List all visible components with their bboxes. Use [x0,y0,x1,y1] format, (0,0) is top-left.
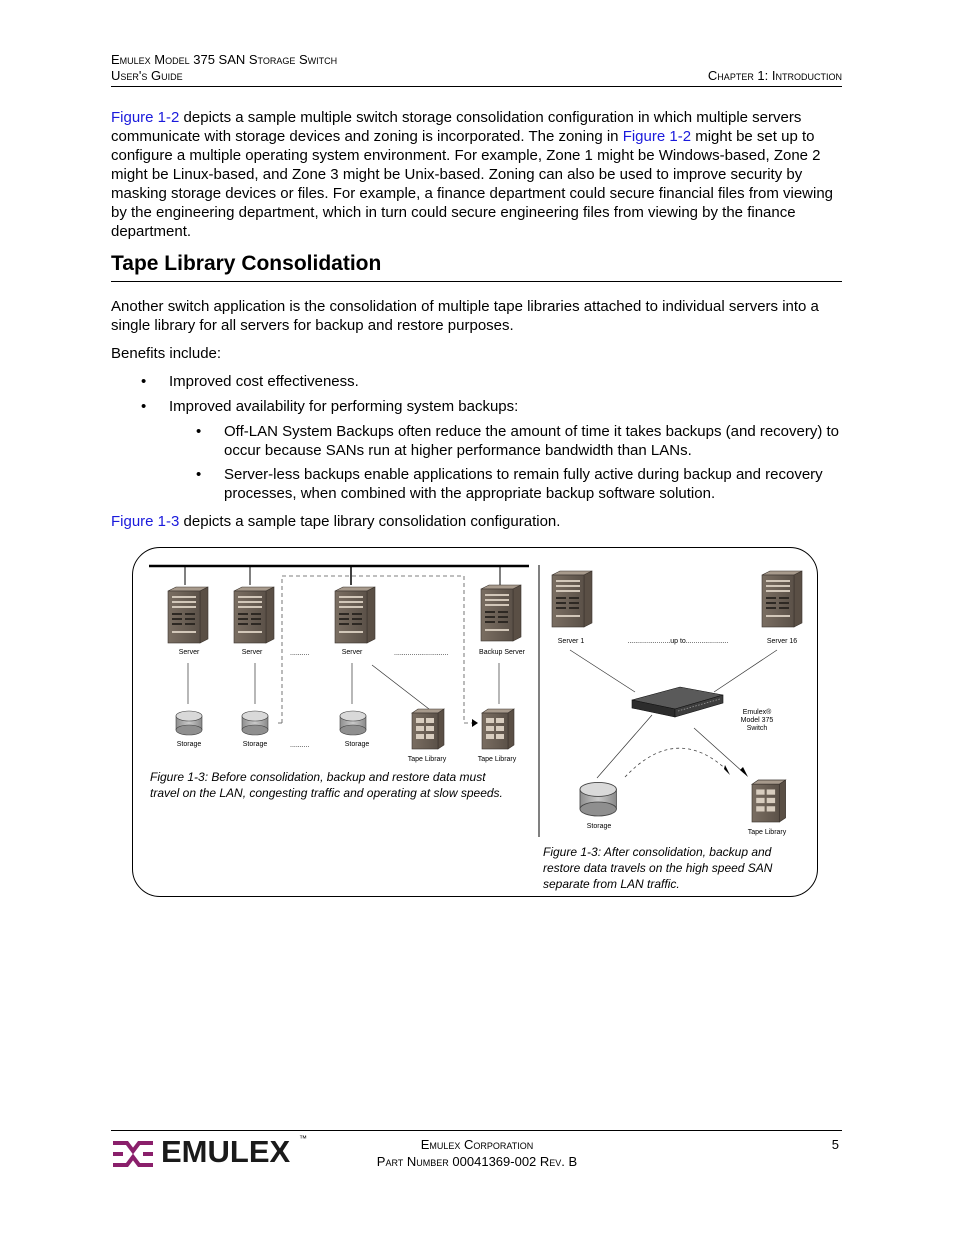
section-paragraph: Another switch application is the consolidation of multiple tape libraries attached to individual servers into a single library for all servers for backup and restore purposes. [111,298,819,334]
server-icon [552,571,592,627]
tape-library-label: Tape Library [477,756,517,763]
header-rule [111,86,842,87]
server1-label: Server 1 [557,638,585,645]
bullet-dot: • [141,398,147,415]
switch-label-3: Switch [746,725,768,732]
benefits-intro: Benefits include: [111,345,222,362]
bullet-dot: • [196,466,202,483]
footer-part-number: Part Number 00041369-002 Rev. B [376,1154,578,1169]
ellipsis-label: .......... [290,742,310,749]
tape-library-icon [412,709,444,749]
backup-server-icon [481,585,521,641]
server-label: Server [178,649,200,656]
storage-label: Storage [242,741,268,748]
logo-trademark: ™ [299,1134,307,1143]
section-title: Tape Library Consolidation [111,252,382,275]
caption-after: Figure 1-3: After consolidation, backup and restore data travels on the high speed SAN separate from LAN traffic. [543,845,773,891]
intro-paragraph: Figure 1-2 depicts a sample multiple switch storage consolidation configuration in which multiple servers communicate with storage devices and zoning is incorporated. The zoning in Figure 1-2 might be set up to configure a multiple operating system environment. For example, Zone 1 might be Windows-based, Zone 2 might be Linux-based, and Zone 3 might be Unix-based. Zoning can also be used to improve security by masking storage devices or files. For example, a finance department could secure financial files from viewing by the engineering department, which in turn could secure engineering files from viewing by the finance department. [111,109,834,240]
storage-disk-icon [242,711,268,735]
storage-disk-icon [176,711,202,735]
sub-bullet-item: • Off-LAN System Backups often reduce the amount of time it takes backups (and recovery) to occur because SANs run at higher performance bandwidth than LANs. [196,423,840,459]
server-icon [762,571,802,627]
switch-icon [632,687,723,717]
figure-1-2-link-2[interactable]: Figure 1-2 [622,128,692,145]
figure-reference-paragraph: Figure 1-3 depicts a sample tape library consolidation configuration. [111,513,561,530]
figure-1-3-link[interactable]: Figure 1-3 [111,513,180,530]
server-label: Server [241,649,263,656]
server-icon [168,587,208,643]
server-label: Server [341,649,363,656]
server16-label: Server 16 [766,638,798,645]
server-icon [335,587,375,643]
ellipsis-label: ............................ [394,650,449,657]
backup-server-label: Backup Server [479,649,525,656]
storage-label: Storage [176,741,202,748]
storage-disk-icon [580,782,616,816]
footer-company: Emulex Corporation [420,1137,534,1152]
figure-1-2-link[interactable]: Figure 1-2 [111,109,180,126]
doc-title-line1: Emulex Model 375 SAN Storage Switch [111,52,338,67]
storage-label: Storage [344,741,370,748]
tape-library-label: Tape Library [747,829,787,836]
tape-library-icon [752,780,786,822]
storage-disk-icon [340,711,366,735]
caption-before: Figure 1-3: Before consolidation, backup and restore data must travel on the LAN, congesting traffic and operating at slow speeds. [150,770,503,800]
switch-label-1: Emulex® [742,709,772,716]
chapter-title: Chapter 1: Introduction [707,68,842,83]
tape-library-label: Tape Library [407,756,447,763]
page-number: 5 [831,1137,839,1152]
bullet-dot: • [196,423,202,440]
section-rule [111,281,842,282]
up-to-label: ......................up to...................... [627,638,729,645]
footer-rule [111,1130,842,1131]
storage-label: Storage [586,823,612,830]
doc-title-line2: User's Guide [111,68,183,83]
ellipsis-label: .......... [290,650,310,657]
server-icon [234,587,274,643]
logo-wordmark: EMULEX [161,1134,291,1169]
switch-label-2: Model 375 [740,717,774,724]
bullet-dot: • [141,373,147,390]
sub-bullet-item: • Server-less backups enable applications to remain fully active during backup and recovery processes, when combined with the appropriate backup software solution. [196,466,823,502]
tape-library-icon [482,709,514,749]
